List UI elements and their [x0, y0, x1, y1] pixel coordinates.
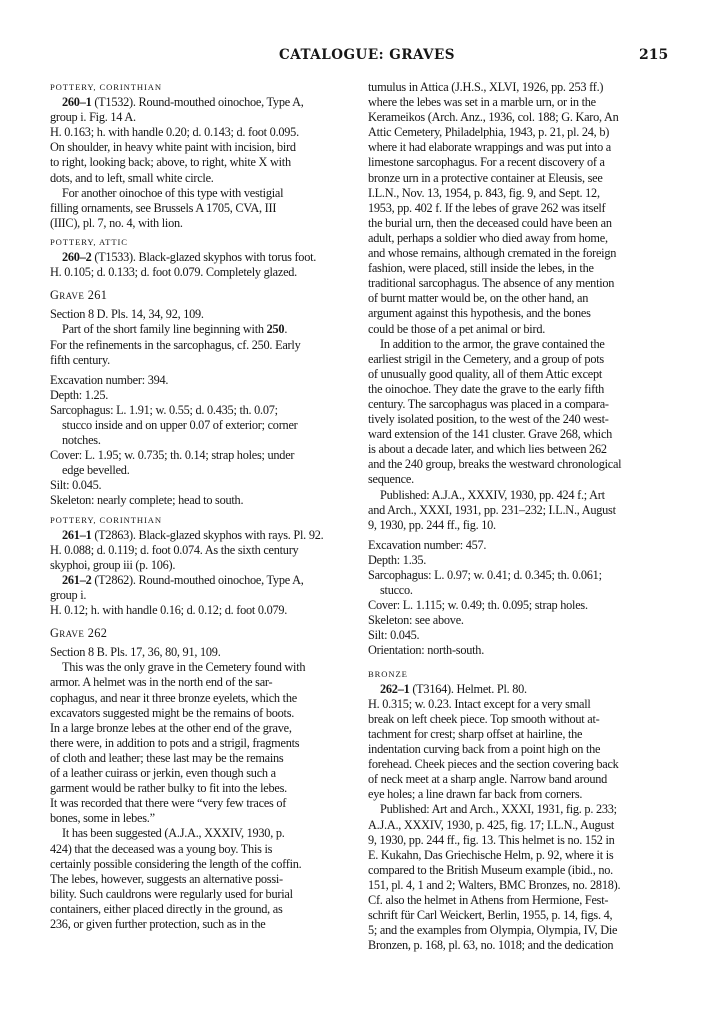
text-line: fifth century. — [50, 352, 110, 367]
running-head: CATALOGUE: GRAVES — [279, 47, 456, 63]
text-line: 1953, pp. 402 f. If the lebes of grave 262 was itself — [368, 200, 606, 215]
text-line: 9, 1930, pp. 244 ff., fig. 10. — [368, 517, 496, 532]
text-line: Section 8 B. Pls. 17, 36, 80, 91, 109. — [50, 645, 221, 660]
text-line: Depth: 1.25. — [50, 387, 109, 402]
text-line: argument against this hypothesis, and the bones — [368, 306, 591, 321]
text-line: Sarcophagus: L. 0.97; w. 0.41; d. 0.345; th. 0.061; — [368, 568, 602, 582]
text-line: indentation curving back from a point high on the — [368, 742, 601, 757]
text-line: edge bevelled. — [62, 463, 130, 478]
text-line: adult, perhaps a soldier who died away from home, — [368, 230, 608, 245]
text-line: bility. Such cauldrons were regularly used for burial — [50, 886, 293, 901]
text-line: tively isolated position, to the west of the 240 west- — [368, 412, 609, 427]
text-line: Silt: 0.045. — [368, 628, 420, 643]
grave-heading-262: Grave 262 — [50, 626, 108, 641]
text-line: For another oinochoe of this type with vestigial — [62, 185, 284, 200]
text-line: where the lebes was set in a marble urn, or in the — [368, 95, 596, 110]
text-line: schrift für Carl Weickert, Berlin, 1955, p. 14, figs. 4, — [368, 908, 613, 923]
text-line: sequence. — [368, 472, 414, 487]
text-line: Cover: L. 1.95; w. 0.735; th. 0.14; strap holes; under — [50, 448, 295, 463]
text-line: ward extension of the 141 cluster. Grave 268, which — [368, 427, 613, 442]
section-label: POTTERY, ATTIC — [50, 236, 128, 247]
text-line: garment would be rather bulky to fit into the lebes. — [50, 781, 287, 796]
text-line: Sarcophagus: L. 1.91; w. 0.55; d. 0.435; th. 0.07; — [50, 402, 278, 417]
text-line: certainly possible considering the length of the coffin. — [50, 856, 302, 871]
text-line: stucco inside and on upper 0.07 of exterior; corner — [62, 417, 298, 432]
text-line: earliest strigil in the Cemetery, and a group of pots — [368, 351, 604, 366]
catalogue-entry-261-1 — [50, 528, 354, 543]
text-line: H. 0.163; h. with handle 0.20; d. 0.143; d. foot 0.095. — [50, 125, 299, 140]
text-line: 151, pl. 4, 1 and 2; Walters, BMC Bronzes, no. 2818). — [368, 877, 621, 892]
text-line: (T1532). Round-mouthed oinochoe, Type A, — [91, 95, 304, 110]
text-line: stucco. — [380, 583, 413, 598]
text-line: 5; and the examples from Olympia, Olympia, IV, Die — [368, 923, 618, 938]
text-line: compared to the British Museum example (ibid., no. — [368, 862, 614, 877]
text-line: H. 0.315; w. 0.23. Intact except for a very small — [368, 696, 591, 711]
text-line: Kerameikos (Arch. Anz., 1936, col. 188; G. Karo, An — [368, 110, 619, 125]
text-line: the oinochoe. They date the grave to the early fifth — [368, 381, 605, 396]
text-line: 236, or given further protection, such as in the — [50, 916, 266, 931]
text-line: Attic Cemetery, Philadelphia, 1943, p. 21, pl. 24, b) — [368, 125, 610, 140]
text-line: Excavation number: 394. — [50, 372, 169, 387]
text-line: tumulus in Attica (J.H.S., XLVI, 1926, pp. 253 ff.) — [368, 80, 604, 94]
text-line: forehead. Cheek pieces and the section covering back — [368, 757, 619, 772]
text-line: and Arch., XXXI, 1931, pp. 231–232; I.L.N., August — [368, 502, 616, 517]
text-line: bronze urn in a protective container at Eleusis, see — [368, 170, 603, 185]
text-line: tachment for crest; sharp offset at hairline, the — [368, 726, 583, 741]
grave-reference: 250 — [266, 322, 285, 337]
text-line: On shoulder, in heavy white paint with incision, bird — [50, 140, 296, 155]
text-line: break on left cheek piece. Top smooth without at- — [368, 711, 600, 726]
text-line: It was recorded that there were “very few traces of — [50, 796, 287, 811]
text-line: limestone sarcophagus. For a recent discovery of a — [368, 155, 605, 170]
text-line: of neck meet at a sharp angle. Narrow band around — [368, 772, 608, 787]
text-line: notches. — [62, 433, 101, 448]
text-line: containers, either placed directly in the ground, as — [50, 901, 283, 916]
text-line: Excavation number: 457. — [368, 537, 487, 552]
text-line: filling ornaments, see Brussels A 1705, CVA, III — [50, 200, 277, 215]
text-line: fashion, were placed, still inside the lebes, in the — [368, 261, 594, 276]
text-line: of burnt matter would be, on the other hand, an — [368, 291, 589, 306]
page-number: 215 — [639, 47, 669, 63]
right-column — [368, 80, 672, 953]
text-line: Cover: L. 1.115; w. 0.49; th. 0.095; strap holes. — [368, 598, 588, 613]
text-line: traditional sarcophagus. The absence of any mention — [368, 276, 615, 291]
text-line: Published: A.J.A., XXXIV, 1930, pp. 424 f.; Art — [380, 487, 605, 502]
text-line: where it had elaborate wrappings and was put into a — [368, 140, 612, 155]
text-line: H. 0.12; h. with handle 0.16; d. 0.12; d. foot 0.079. — [50, 603, 288, 618]
text-line: In a large bronze lebes at the other end of the grave, — [50, 720, 292, 735]
catalogue-entry-260-1 — [50, 95, 354, 110]
text-line: Depth: 1.35. — [368, 552, 427, 567]
text-line: of unusually good quality, all of them Attic except — [368, 366, 603, 381]
text-line: armor. A helmet was in the north end of the sar- — [50, 675, 273, 690]
text-line: In addition to the armor, the grave contained the — [380, 336, 605, 351]
section-label: POTTERY, CORINTHIAN — [50, 82, 162, 92]
text-line: Skeleton: nearly complete; head to south. — [50, 493, 244, 508]
section-label: POTTERY, CORINTHIAN — [50, 514, 162, 525]
catalogue-entry-262-1 — [368, 682, 672, 697]
text-line: of cloth and leather; these last may be the remains — [50, 750, 284, 765]
text-line: (T2863). Black-glazed skyphos with rays. Pl. 92. — [91, 527, 324, 542]
text-line: Bronzen, p. 168, pl. 63, no. 1018; and the dedication — [368, 938, 614, 953]
text-line: This was the only grave in the Cemetery found with — [62, 660, 306, 675]
text-line: 424) that the deceased was a young boy. This is — [50, 841, 273, 856]
catalogue-number: 261–1 — [62, 527, 92, 542]
text-line: group i. Fig. 14 A. — [50, 110, 136, 125]
text-line: (IIIC), pl. 7, no. 4, with lion. — [50, 215, 183, 230]
section-label: BRONZE — [368, 668, 408, 679]
text-line — [50, 322, 354, 337]
text-line: bones, some in lebes.” — [50, 811, 155, 826]
text-line: The lebes, however, suggests an alternative possi- — [50, 871, 283, 886]
text-line: Silt: 0.045. — [50, 478, 102, 493]
text-line: the burial urn, then the deceased could have been an — [368, 215, 612, 230]
catalogue-entry-260-2 — [50, 250, 354, 265]
text-line: Section 8 D. Pls. 14, 34, 92, 109. — [50, 307, 204, 322]
text-line: eye holes; a line drawn far back from corners. — [368, 787, 583, 802]
text-line: (T2862). Round-mouthed oinochoe, Type A, — [91, 572, 304, 587]
text-line: and whose remains, although cremated in the foreign — [368, 246, 617, 261]
text-line: Cf. also the helmet in Athens from Hermione, Fest- — [368, 892, 609, 907]
catalogue-number: 260–2 — [62, 250, 92, 265]
text-line: group i. — [50, 588, 87, 602]
text-line: is about a decade later, and which lies between 262 — [368, 442, 607, 457]
text-line: I.L.N., Nov. 13, 1954, p. 843, fig. 9, and Sept. 12, — [368, 185, 600, 200]
catalogue-number: 261–2 — [62, 572, 92, 587]
text-line: E. Kukahn, Das Griechische Helm, p. 92, where it is — [368, 847, 614, 862]
text-line: It has been suggested (A.J.A., XXXIV, 1930, p. — [62, 826, 285, 841]
catalogue-entry-261-2 — [50, 573, 354, 588]
text-line: to right, looking back; above, to right, white X with — [50, 155, 291, 170]
text-line: 9, 1930, pp. 244 ff., fig. 13. This helmet is no. 152 in — [368, 832, 615, 847]
text-line: century. The sarcophagus was placed in a compara- — [368, 396, 609, 411]
text-line: could be those of a pet animal or bird. — [368, 321, 546, 336]
text-line: dots, and to left, small white circle. — [50, 170, 214, 185]
text-line: of a leather cuirass or jerkin, even though such a — [50, 766, 276, 781]
catalogue-number: 260–1 — [62, 95, 92, 110]
text-line: skyphoi, group iii (p. 106). — [50, 557, 176, 572]
text-line: Published: Art and Arch., XXXI, 1931, fig. p. 233; — [380, 802, 617, 817]
text-line: Skeleton: see above. — [368, 613, 464, 628]
text-fragment: . — [284, 322, 288, 337]
left-column — [50, 76, 354, 932]
text-line: A.J.A., XXXIV, 1930, p. 425, fig. 17; I.L.N., August — [368, 817, 615, 832]
text-fragment: Part of the short family line beginning with — [62, 322, 267, 337]
catalogue-number: 262–1 — [380, 681, 410, 696]
text-line: cophagus, and near it three bronze eyelets, which the — [50, 690, 297, 705]
text-line: H. 0.088; d. 0.119; d. foot 0.074. As the sixth century — [50, 542, 299, 557]
grave-heading-261: Grave 261 — [50, 288, 108, 303]
text-line: H. 0.105; d. 0.133; d. foot 0.079. Completely glazed. — [50, 265, 298, 280]
text-line: Orientation: north-south. — [368, 643, 485, 658]
text-line: (T3164). Helmet. Pl. 80. — [409, 681, 527, 696]
text-line: For the refinements in the sarcophagus, cf. 250. Early — [50, 337, 301, 352]
text-line: and the 240 group, breaks the westward chronological — [368, 457, 622, 472]
text-line: there were, in addition to pots and a strigil, fragments — [50, 735, 300, 750]
text-line: excavators suggested might be the remains of boots. — [50, 705, 295, 720]
text-line: (T1533). Black-glazed skyphos with torus foot. — [91, 250, 317, 265]
